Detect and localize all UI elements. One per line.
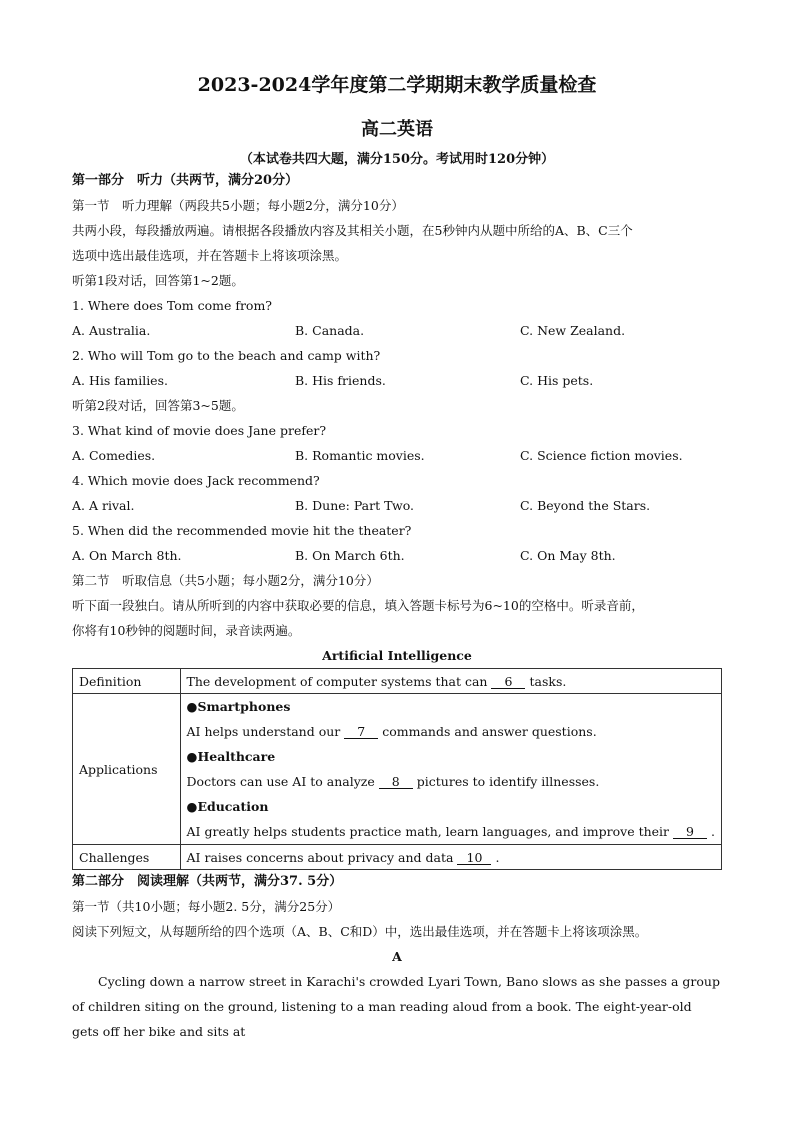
bullet-icon: ●	[186, 699, 198, 714]
table-row-challenges	[73, 845, 722, 870]
applications-label: Applications	[73, 694, 181, 845]
table-row-applications	[73, 694, 722, 845]
question-3: 3. What kind of movie does Jane prefer?	[72, 423, 327, 438]
part2-section1: 第一节（共10小题；每小题2. 5分，满分25分）	[72, 899, 341, 914]
section2-line-1: 听下面一段独白。请从所听到的内容中获取必要的信息，填入答题卡标号为6~10的空格中。听录音前，	[72, 598, 644, 613]
smartphones-text: AI helps understand our	[186, 724, 341, 739]
blank-8: 8	[379, 775, 413, 789]
part1-section2: 第二节 听取信息（共5小题；每小题2分，满分10分）	[72, 573, 379, 588]
healthcare-heading: Healthcare	[197, 749, 276, 764]
education-text-end: .	[711, 824, 715, 839]
q2-option-a: A. His families.	[72, 373, 168, 388]
education-text: AI greatly helps students practice math, learn languages, and improve their	[186, 824, 670, 839]
q2-option-c: C. His pets.	[520, 373, 594, 388]
exam-title: 2023-2024学年度第二学期期末教学质量检查	[197, 74, 597, 96]
question-5: 5. When did the recommended movie hit the theater?	[72, 523, 412, 538]
part1-heading: 第一部分 听力（共两节，满分20分）	[72, 173, 299, 188]
instruction-line-2: 选项中选出最佳选项，并在答题卡上将该项涂黑。	[72, 248, 348, 263]
section2-line-2: 你将有10秒钟的阅题时间，录音读两遍。	[72, 623, 301, 638]
passage-label: A	[392, 949, 402, 964]
q1-option-c: C. New Zealand.	[520, 323, 626, 338]
smartphones-heading: Smartphones	[197, 699, 291, 714]
healthcare-text-end: pictures to identify illnesses.	[416, 774, 600, 789]
subject-title: 高二英语	[361, 119, 433, 140]
healthcare-text: Doctors can use AI to analyze	[186, 774, 375, 789]
q4-option-a: A. A rival.	[72, 498, 135, 513]
table-row-definition	[73, 669, 722, 694]
q3-option-a: A. Comedies.	[72, 448, 156, 463]
blank-7: 7	[344, 725, 378, 739]
dialog1-note: 听第1段对话，回答第1~2题。	[72, 273, 244, 288]
applications-cell	[180, 694, 721, 845]
part2-instruction: 阅读下列短文，从每题所给的四个选项（A、B、C和D）中，选出最佳选项，并在答题卡上将该项涂黑。	[72, 924, 648, 939]
blank-9: 9	[673, 825, 707, 839]
bullet-icon: ●	[186, 749, 198, 764]
challenges-cell	[180, 845, 721, 870]
q1-option-b: B. Canada.	[295, 323, 365, 338]
smartphones-text-end: commands and answer questions.	[382, 724, 597, 739]
part2-heading: 第二部分 阅读理解（共两节，满分37. 5分）	[72, 874, 343, 889]
question-2: 2. Who will Tom go to the beach and camp with?	[72, 348, 381, 363]
challenges-label: Challenges	[73, 845, 181, 870]
instruction-line-1: 共两小段，每段播放两遍。请根据各段播放内容及其相关小题，在5秒钟内从题中所给的A、B、C三个	[72, 223, 633, 238]
q5-option-a: A. On March 8th.	[72, 548, 182, 563]
q5-option-b: B. On March 6th.	[295, 548, 405, 563]
blank-10: 10	[457, 851, 491, 865]
definition-label: Definition	[73, 669, 181, 694]
q3-option-b: B. Romantic movies.	[295, 448, 425, 463]
q1-option-a: A. Australia.	[72, 323, 151, 338]
blank-6: 6	[491, 675, 525, 689]
q2-option-b: B. His friends.	[295, 373, 386, 388]
bullet-icon: ●	[186, 799, 198, 814]
definition-text-end: tasks.	[529, 673, 567, 689]
education-heading: Education	[197, 799, 269, 814]
passage-text: Cycling down a narrow street in Karachi's crowded Lyari Town, Bano slows as she passes a group of children siting on the ground, listening to a man reading aloud from a book. The eight-year-old gets off her bike and sits at	[72, 974, 720, 1039]
q4-option-c: C. Beyond the Stars.	[520, 498, 651, 513]
part1-section1: 第一节 听力理解（两段共5小题；每小题2分，满分10分）	[72, 198, 404, 213]
q3-option-c: C. Science fiction movies.	[520, 448, 683, 463]
definition-text: The development of computer systems that can	[186, 673, 488, 689]
question-4: 4. Which movie does Jack recommend?	[72, 473, 320, 488]
exam-note: （本试卷共四大题，满分150分。考试用时120分钟）	[239, 152, 555, 167]
q4-option-b: B. Dune: Part Two.	[295, 498, 414, 513]
challenges-text: AI raises concerns about privacy and data	[186, 849, 454, 865]
table-caption: Artificial Intelligence	[322, 648, 472, 663]
q5-option-c: C. On May 8th.	[520, 548, 616, 563]
question-1: 1. Where does Tom come from?	[72, 298, 273, 313]
ai-info-table	[72, 668, 722, 870]
challenges-text-end: .	[495, 849, 500, 865]
dialog2-note: 听第2段对话，回答第3~5题。	[72, 398, 244, 413]
definition-cell	[180, 669, 721, 694]
